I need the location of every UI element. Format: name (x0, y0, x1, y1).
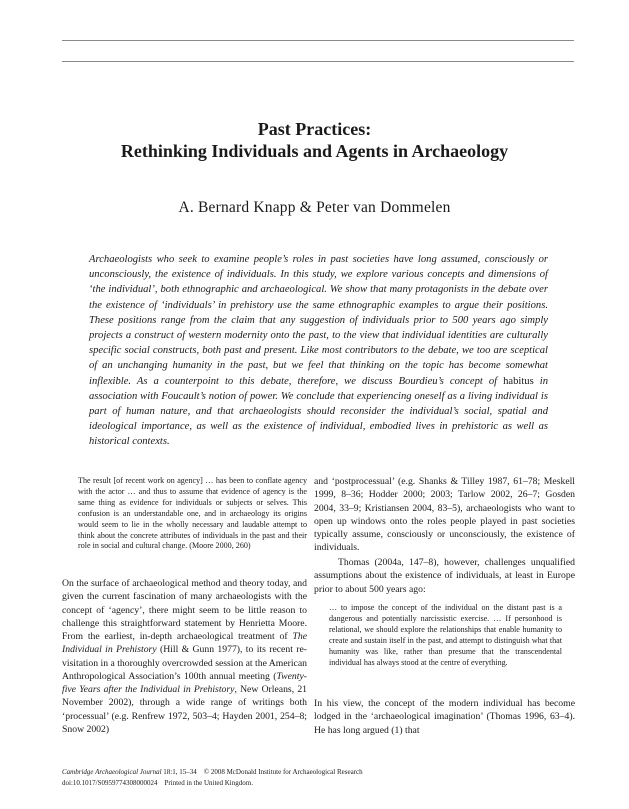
left-italic-2: Twenty-five Years after the Individual in Prehistory (62, 670, 307, 695)
epigraph-quote: The result [of recent work on agency] … has been to conflate agency with the actor … and thus to assume that evidence of agency is the same thing as evidence for individuals or subjects or selves. This confusion is an understandable one, and in archaeology its origins would seem to lie in the wholly necessary and laudable attempt to think about the concrete attributes of individuals in the past and their role in social and cultural change. (Moore 2000, 260) (78, 476, 307, 551)
left-text-3: , New Orleans, 21 November 2002), through a wide range of writings both ‘processual’ (e.g. Renfrew 1972, 503–4; Hayden 2001, 254–8; Snow 2002) (62, 684, 308, 735)
left-text-1: On the surface of archaeological method and theory today, and given the current fascination of many archaeologists with the concept of ‘agency’, there might seem to be little reason to challenge this straightforward statement by Henrietta Moore. From the earliest, in-depth archaeological treatment of (62, 578, 307, 642)
footer-printed: Printed in the United Kingdom. (164, 779, 253, 787)
block-quote-thomas: … to impose the concept of the individual on the distant past is a dangerous and potentially narcissistic exercise. … If personhood is relational, we should explore the relationships that enable humanity to create and sustain itself in the past, and attempt to distinguish what that humanity was like, rather than presume that the transcendental individual has always stood at the centre of everything. (329, 603, 562, 667)
left-italic-1: The Individual in Prehistory (62, 631, 307, 656)
author-line: A. Bernard Knapp & Peter van Dommelen (178, 199, 451, 216)
right-column-paragraph-3: In his view, the concept of the modern individual has become lodged in the ‘archaeological imagination’ (Thomas 1996, 63–4). He has long argued (1) that (314, 698, 575, 736)
abstract (89, 252, 548, 450)
top-rule-2 (62, 61, 574, 62)
footer-line-2 (62, 778, 574, 789)
abstract-text-1: Archaeologists who seek to examine people’s roles in past societies have long assumed, consciously or unconsciously, the existence of individuals. In this study, we explore various concepts and dimensions of ‘the individual’, both ethnographic and archaeological. We show that many protagonists in the debate over the existence of ‘individuals’ in prehistory use the same ethnographic examples to argue their positions. These positions range from the claim that any suggestion of individuals prior to 500 years ago simply projects a construct of western modernity onto the past, to the view that individual identities are culturally specific social constructs, both past and present. Like most contributors to the debate, we too are sceptical of an unchanging humanity in the past, but we feel that thinking on the topic has become somewhat inflexible. As a counterpoint to this debate, therefore, we discuss Bourdieu’s concept of (89, 254, 548, 387)
left-text-2: (Hill & Gunn 1977), to its recent re-visitation in a thoroughly overcrowded session at the American Anthropological Association’s 100th annual meeting ( (62, 644, 307, 682)
right-column-paragraph-1: and ‘postprocessual’ (e.g. Shanks & Tilley 1987, 61–78; Meskell 1999, 8–36; Hodder 2000; 2003; Tarlow 2002, 26–7; Gosden 2004, 33–9; Kristiansen 2004, 83–5), archaeologists who want to open up windows onto the roles people played in past societies typically assume, consciously or unconsciously, the existence of individuals. (314, 476, 575, 554)
right-column-paragraph-2: Thomas (2004a, 147–8), however, challenges unqualified assumptions about the existence of individuals, at least in Europe prior to about 500 years ago: (314, 557, 575, 595)
footer-line-1 (62, 767, 574, 778)
footer-copyright: © 2008 McDonald Institute for Archaeological Research (203, 768, 363, 776)
left-column-body (62, 577, 307, 736)
article-title-line1: Past Practices: (257, 119, 372, 139)
page-footer (62, 767, 574, 789)
footer-doi: doi:10.1017/S0959774308000024 (62, 779, 158, 787)
top-rule-1 (62, 40, 574, 41)
footer-issue: 18:1, 15–34 (161, 768, 197, 776)
article-title-line2: Rethinking Individuals and Agents in Archaeology (120, 141, 509, 161)
footer-journal: Cambridge Archaeological Journal (62, 768, 162, 776)
abstract-text-2: in association with Foucault’s notion of power. We conclude that experiencing oneself as a living individual is part of human nature, and that archaeologists should reconsider the individual’s social, spatial and ideological importance, as well as the existence of individual, embodied lives in prehistoric as well as historical contexts. (89, 375, 548, 448)
abstract-habitus: habitus (503, 375, 534, 387)
